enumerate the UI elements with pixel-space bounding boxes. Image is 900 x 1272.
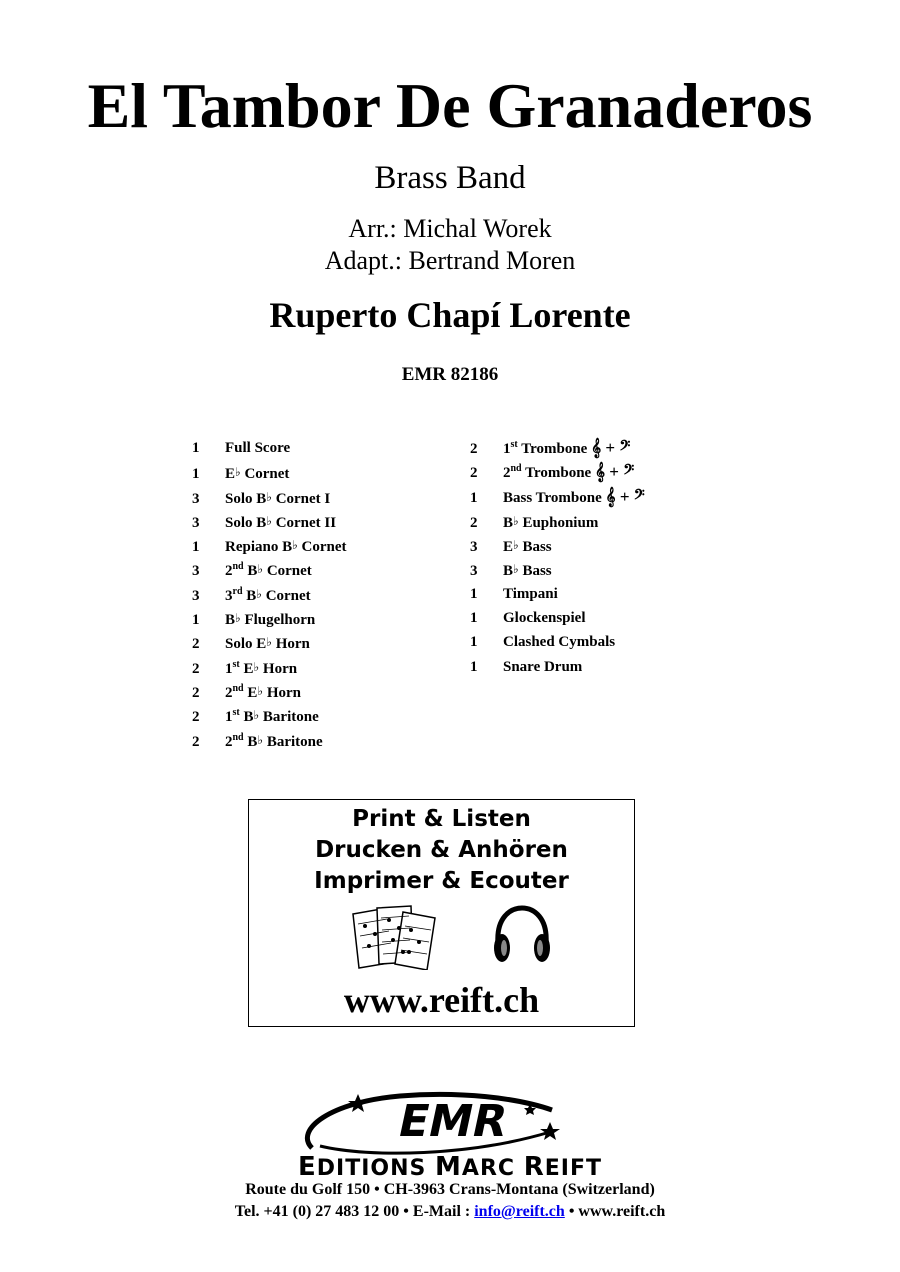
part-name: Timpani (503, 585, 558, 602)
part-quantity: 1 (192, 612, 200, 629)
part-row (192, 436, 452, 460)
part-row (192, 557, 452, 581)
part-row (192, 703, 452, 727)
promo-url[interactable]: www.reift.ch (343, 980, 540, 1020)
part-row (470, 460, 730, 484)
part-name-mid: Trombone (517, 441, 592, 457)
part-name: Snare Drum (503, 658, 583, 675)
part-name: 2 (225, 733, 233, 750)
part-instrument: Bass (518, 563, 552, 580)
part-quantity: 2 (192, 684, 200, 701)
part-instrument: Flugelhorn (240, 612, 316, 629)
flat-symbol: ♭ (235, 611, 241, 626)
part-instrument: Cornet II (271, 514, 337, 531)
page-title: El Tambor De Granaderos (87, 70, 813, 141)
part-name: Clashed Cymbals (503, 634, 616, 651)
part-quantity: 1 (470, 489, 478, 506)
part-row (192, 533, 452, 557)
part-instrument: Cornet (297, 539, 347, 556)
part-quantity: 2 (192, 660, 200, 677)
catalog-number: EMR 82186 (401, 364, 499, 385)
part-name: Full Score (225, 440, 291, 456)
part-row (192, 460, 452, 484)
print-listen-box[interactable] (248, 799, 635, 1027)
parts-list-left (192, 436, 452, 752)
part-quantity: 3 (192, 514, 200, 531)
part-instrument: Euphonium (518, 514, 599, 531)
part-name-mid: B (243, 563, 258, 580)
part-row (192, 679, 452, 703)
part-instrument: Cornet (240, 466, 290, 483)
arranger-credit: Arr.: Michal Worek (348, 214, 552, 243)
part-name-mid: E (239, 660, 254, 677)
part-name: 2 (503, 465, 511, 482)
logo-text: EMR (393, 1096, 513, 1147)
part-quantity: 3 (470, 563, 478, 580)
part-name: B (503, 514, 514, 531)
part-quantity: 1 (470, 634, 478, 651)
part-quantity: 1 (192, 539, 200, 556)
part-name: 2 (225, 563, 233, 580)
part-quantity: 2 (470, 441, 478, 457)
part-row (192, 606, 452, 630)
clef-icons: 𝄞 + 𝄢 (605, 486, 645, 506)
part-name: 1 (225, 660, 233, 677)
flat-symbol: ♭ (257, 562, 264, 577)
flat-symbol: ♭ (256, 586, 262, 601)
part-name: B (503, 563, 514, 580)
email-link[interactable]: info@reift.ch (474, 1203, 565, 1220)
part-name: Repiano B (225, 539, 293, 556)
phone-text: Tel. +41 (0) 27 483 12 00 • E-Mail : (234, 1203, 475, 1220)
part-instrument: Baritone (263, 733, 323, 750)
flat-symbol: ♭ (266, 635, 272, 650)
ensemble-subtitle: Brass Band (374, 160, 526, 196)
flat-symbol: ♭ (235, 465, 241, 480)
flat-symbol: ♭ (257, 732, 264, 747)
part-instrument: Horn (259, 660, 298, 677)
part-instrument: Cornet (263, 563, 312, 580)
part-instrument: Bass (518, 539, 552, 556)
headphones-icon (490, 904, 554, 966)
part-row (470, 557, 730, 581)
part-ordinal-suffix: nd (510, 463, 522, 475)
part-quantity: 1 (470, 658, 478, 675)
part-quantity: 2 (192, 636, 200, 653)
part-ordinal-suffix: nd (232, 561, 244, 573)
part-instrument: Cornet I (271, 490, 331, 507)
flat-symbol: ♭ (266, 489, 272, 504)
publisher-name: EDITIONS MARC REIFT (298, 1152, 602, 1182)
clef-icons: 𝄞 + 𝄢 (594, 462, 635, 482)
part-name: B (225, 612, 236, 629)
promo-line-french: Imprimer & Ecouter (314, 868, 569, 894)
part-name: Bass Trombone (503, 489, 606, 506)
part-name-mid: Trombone (521, 465, 595, 482)
flat-symbol: ♭ (266, 513, 272, 528)
part-name: 1 (503, 441, 511, 457)
part-ordinal-suffix: st (232, 707, 240, 719)
part-row (470, 485, 730, 509)
part-row (470, 436, 730, 460)
flat-symbol: ♭ (513, 538, 519, 553)
part-row (470, 630, 730, 654)
part-row (470, 606, 730, 630)
part-row (192, 485, 452, 509)
part-ordinal-suffix: nd (232, 731, 244, 743)
part-name: E (503, 539, 514, 556)
part-ordinal-suffix: st (232, 658, 240, 670)
part-name-mid: B (242, 587, 257, 604)
part-ordinal-suffix: nd (232, 682, 244, 694)
part-quantity: 3 (192, 490, 200, 507)
postal-address: Route du Golf 150 • CH-3963 Crans-Montana (Switzerland) (245, 1181, 655, 1198)
adapter-credit: Adapt.: Bertrand Moren (324, 246, 576, 275)
part-quantity: 2 (192, 733, 200, 750)
part-row (470, 533, 730, 557)
part-row (192, 728, 452, 752)
contact-line (0, 1201, 900, 1223)
part-name-mid: E (243, 684, 258, 701)
part-name-mid: B (239, 709, 254, 726)
part-row (192, 655, 452, 679)
part-name: Solo E (225, 636, 267, 653)
website-text: • www.reift.ch (564, 1203, 666, 1220)
part-quantity: 1 (192, 440, 200, 456)
flat-symbol: ♭ (292, 538, 298, 553)
part-name: 1 (225, 709, 233, 726)
part-instrument: Horn (263, 684, 301, 701)
part-quantity: 3 (470, 539, 478, 556)
part-instrument: Horn (271, 636, 310, 653)
part-quantity: 2 (192, 709, 200, 726)
flat-symbol: ♭ (257, 683, 264, 698)
part-quantity: 1 (470, 610, 478, 627)
part-row (470, 582, 730, 606)
flat-symbol: ♭ (253, 659, 260, 674)
part-quantity: 3 (192, 587, 200, 604)
part-name-mid: B (243, 733, 258, 750)
part-quantity: 2 (470, 514, 478, 531)
part-name: Solo B (225, 490, 267, 507)
flat-symbol: ♭ (253, 708, 260, 723)
sheet-music-icon (347, 904, 447, 970)
part-name: 3 (225, 587, 233, 604)
promo-line-german: Drucken & Anhören (315, 837, 568, 863)
part-ordinal-suffix: rd (232, 585, 243, 597)
part-ordinal-suffix: st (510, 439, 518, 450)
promo-line-english: Print & Listen (352, 806, 531, 832)
part-row (192, 582, 452, 606)
flat-symbol: ♭ (513, 562, 519, 577)
part-instrument: Cornet (261, 587, 311, 604)
part-row (470, 655, 730, 679)
clef-icons: 𝄞 + 𝄢 (591, 438, 631, 457)
part-instrument: Baritone (259, 709, 319, 726)
part-row (470, 509, 730, 533)
part-name: E (225, 466, 236, 483)
part-name: Solo B (225, 514, 267, 531)
part-name: 2 (225, 684, 233, 701)
part-row (192, 509, 452, 533)
part-quantity: 1 (470, 585, 478, 602)
part-quantity: 3 (192, 563, 200, 580)
parts-list-right (470, 436, 730, 679)
flat-symbol: ♭ (513, 513, 519, 528)
part-quantity: 1 (192, 466, 200, 483)
part-quantity: 2 (470, 465, 478, 482)
part-name: Glockenspiel (503, 610, 586, 627)
part-row (192, 630, 452, 654)
composer-name: Ruperto Chapí Lorente (269, 295, 631, 335)
